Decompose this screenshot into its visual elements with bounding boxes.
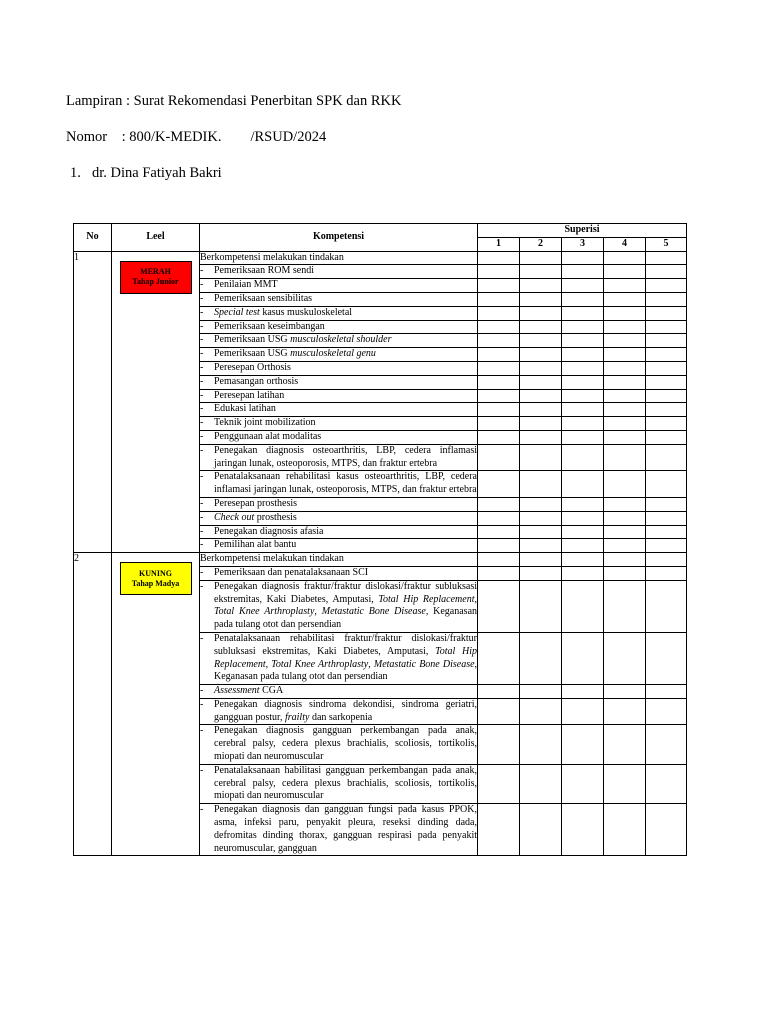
supervisi-checkbox-cell[interactable] <box>478 580 520 632</box>
competency-text: Penegakan diagnosis gangguan perkembangan pada anak, cerebral palsy, cedera plexus brachialis, scoliosis, tortikolis, miopati dan neuromuscular <box>214 725 477 763</box>
supervisi-checkbox-cell[interactable] <box>520 403 562 417</box>
supervisi-checkbox-cell[interactable] <box>562 265 604 279</box>
supervisi-checkbox-cell[interactable] <box>562 417 604 431</box>
supervisi-checkbox-cell[interactable] <box>562 430 604 444</box>
competency-item: - Assessment CGA <box>200 685 478 699</box>
competency-item: - Peresepan prosthesis <box>200 497 478 511</box>
supervisi-checkbox-cell[interactable] <box>478 525 520 539</box>
supervisi-checkbox-cell[interactable] <box>478 403 520 417</box>
supervisi-checkbox-cell[interactable] <box>604 725 646 764</box>
supervisi-checkbox-cell[interactable] <box>520 497 562 511</box>
competency-item: - Pemeriksaan ROM sendi <box>200 265 478 279</box>
supervisi-checkbox-cell[interactable] <box>646 306 687 320</box>
supervisi-checkbox-cell[interactable] <box>520 632 562 684</box>
supervisi-checkbox-cell[interactable] <box>604 764 646 803</box>
supervisi-checkbox-cell[interactable] <box>478 497 520 511</box>
supervisi-checkbox-cell[interactable] <box>478 320 520 334</box>
supervisi-checkbox-cell[interactable] <box>562 497 604 511</box>
supervisi-checkbox-cell[interactable] <box>604 361 646 375</box>
supervisi-checkbox-cell[interactable] <box>478 539 520 553</box>
supervisi-checkbox-cell[interactable] <box>562 725 604 764</box>
person-line <box>70 165 222 182</box>
supervisi-checkbox-cell[interactable] <box>646 430 687 444</box>
col-header-supervisi: Superisi <box>478 224 687 238</box>
supervisi-level-header: 5 <box>646 237 687 251</box>
supervisi-checkbox-cell[interactable] <box>478 279 520 293</box>
col-header-kompetensi: Kompetensi <box>200 224 478 252</box>
competency-text: Teknik joint mobilization <box>214 417 316 429</box>
person-name: dr. Dina Fatiyah Bakri <box>92 165 222 181</box>
level-badge-name: MERAH <box>140 267 171 277</box>
supervisi-checkbox-cell[interactable] <box>562 348 604 362</box>
supervisi-checkbox-cell[interactable] <box>478 511 520 525</box>
supervisi-checkbox-cell[interactable] <box>520 375 562 389</box>
competency-item: - Penatalaksanaan rehabilitasi fraktur/fraktur dislokasi/fraktur subluksasi ekstremitas, Kaki Diabetes, Amputasi, Total Hip Replacement, Total Knee Arthroplasty, Metastatic Bone Disease, Keganasan pada tulang otot dan persendian <box>200 632 478 684</box>
supervisi-checkbox-cell[interactable] <box>604 251 646 265</box>
supervisi-checkbox-cell[interactable] <box>478 375 520 389</box>
competency-item: - Penegakan diagnosis fraktur/fraktur dislokasi/fraktur subluksasi ekstremitas, Kaki Diabetes, Amputasi, Total Hip Replacement, Total Knee Arthroplasty, Metastatic Bone Disease, Keganasan pada tulang otot dan persendian <box>200 580 478 632</box>
supervisi-checkbox-cell[interactable] <box>520 725 562 764</box>
person-number: 1. <box>70 165 81 181</box>
supervisi-checkbox-cell[interactable] <box>520 764 562 803</box>
supervisi-checkbox-cell[interactable] <box>646 471 687 498</box>
supervisi-checkbox-cell[interactable] <box>646 417 687 431</box>
supervisi-checkbox-cell[interactable] <box>478 764 520 803</box>
supervisi-checkbox-cell[interactable] <box>604 511 646 525</box>
supervisi-checkbox-cell[interactable] <box>562 389 604 403</box>
supervisi-checkbox-cell[interactable] <box>520 444 562 471</box>
competency-text: Pemeriksaan USG musculoskeletal genu <box>214 348 376 360</box>
competency-item: - Pemeriksaan sensibilitas <box>200 292 478 306</box>
supervisi-checkbox-cell[interactable] <box>520 553 562 567</box>
supervisi-checkbox-cell[interactable] <box>646 525 687 539</box>
supervisi-checkbox-cell[interactable] <box>646 804 687 856</box>
supervisi-checkbox-cell[interactable] <box>520 698 562 725</box>
competency-text: Edukasi latihan <box>214 403 276 415</box>
supervisi-checkbox-cell[interactable] <box>646 698 687 725</box>
supervisi-checkbox-cell[interactable] <box>562 525 604 539</box>
supervisi-checkbox-cell[interactable] <box>604 539 646 553</box>
supervisi-checkbox-cell[interactable] <box>646 539 687 553</box>
supervisi-checkbox-cell[interactable] <box>604 525 646 539</box>
supervisi-checkbox-cell[interactable] <box>646 580 687 632</box>
supervisi-checkbox-cell[interactable] <box>646 764 687 803</box>
competency-text: Peresepan Orthosis <box>214 361 291 373</box>
supervisi-checkbox-cell[interactable] <box>646 444 687 471</box>
supervisi-checkbox-cell[interactable] <box>646 497 687 511</box>
supervisi-checkbox-cell[interactable] <box>604 632 646 684</box>
supervisi-checkbox-cell[interactable] <box>520 471 562 498</box>
supervisi-checkbox-cell[interactable] <box>478 553 520 567</box>
supervisi-checkbox-cell[interactable] <box>604 580 646 632</box>
level-cell <box>112 553 200 856</box>
supervisi-checkbox-cell[interactable] <box>562 334 604 348</box>
supervisi-checkbox-cell[interactable] <box>478 389 520 403</box>
supervisi-checkbox-cell[interactable] <box>646 292 687 306</box>
supervisi-checkbox-cell[interactable] <box>562 553 604 567</box>
competency-item: - Penatalaksanaan habilitasi gangguan perkembangan pada anak, cerebral palsy, cedera plexus brachialis, scoliosis, tortikolis, miopati dan neuromuscular <box>200 764 478 803</box>
competency-text: Penegakan diagnosis osteoarthritis, LBP, cedera inflamasi jaringan lunak, osteoporosis, MTPS, dan fraktur ertebra <box>214 444 477 469</box>
supervisi-checkbox-cell[interactable] <box>604 306 646 320</box>
supervisi-checkbox-cell[interactable] <box>520 306 562 320</box>
competency-item: - Penilaian MMT <box>200 279 478 293</box>
supervisi-checkbox-cell[interactable] <box>520 804 562 856</box>
competency-item: - Special test kasus muskuloskeletal <box>200 306 478 320</box>
supervisi-checkbox-cell[interactable] <box>604 497 646 511</box>
competency-item: - Pemeriksaan USG musculoskeletal shoulder <box>200 334 478 348</box>
supervisi-level-header: 3 <box>562 237 604 251</box>
supervisi-checkbox-cell[interactable] <box>646 403 687 417</box>
supervisi-checkbox-cell[interactable] <box>478 417 520 431</box>
level-badge <box>120 261 192 294</box>
supervisi-checkbox-cell[interactable] <box>646 632 687 684</box>
level-badge <box>120 562 192 595</box>
competency-item: - Check out prosthesis <box>200 511 478 525</box>
competency-text: Penegakan diagnosis afasia <box>214 525 324 537</box>
competency-text: Peresepan prosthesis <box>214 497 298 509</box>
competency-text: Pemasangan orthosis <box>214 375 299 387</box>
competency-item: - Penegakan diagnosis dan gangguan fungsi pada kasus PPOK, asma, infeksi paru, penyakit pleura, reseksi dinding dada, defromitas dinding thorax, gangguan respirasi pada penyakit neuromuscular, gangguan <box>200 804 478 856</box>
competency-item: - Penegakan diagnosis sindroma dekondisi, sindroma geriatri, gangguan postur, frailty dan sarkopenia <box>200 698 478 725</box>
supervisi-checkbox-cell[interactable] <box>562 580 604 632</box>
col-header-no: No <box>74 224 112 252</box>
supervisi-checkbox-cell[interactable] <box>562 764 604 803</box>
supervisi-checkbox-cell[interactable] <box>646 334 687 348</box>
supervisi-checkbox-cell[interactable] <box>520 265 562 279</box>
supervisi-checkbox-cell[interactable] <box>562 804 604 856</box>
supervisi-checkbox-cell[interactable] <box>562 320 604 334</box>
supervisi-checkbox-cell[interactable] <box>520 292 562 306</box>
competency-text: Pemeriksaan keseimbangan <box>214 320 325 332</box>
supervisi-checkbox-cell[interactable] <box>562 361 604 375</box>
supervisi-checkbox-cell[interactable] <box>562 403 604 417</box>
supervisi-checkbox-cell[interactable] <box>562 292 604 306</box>
col-header-level: Leel <box>112 224 200 252</box>
competency-item: - Pemeriksaan keseimbangan <box>200 320 478 334</box>
competency-text: Pemeriksaan USG musculoskeletal shoulder <box>214 334 392 346</box>
supervisi-checkbox-cell[interactable] <box>562 306 604 320</box>
supervisi-checkbox-cell[interactable] <box>604 698 646 725</box>
supervisi-checkbox-cell[interactable] <box>478 471 520 498</box>
supervisi-checkbox-cell[interactable] <box>646 265 687 279</box>
supervisi-checkbox-cell[interactable] <box>604 334 646 348</box>
supervisi-level-header: 2 <box>520 237 562 251</box>
competency-item: - Peresepan latihan <box>200 389 478 403</box>
competency-text: Special test kasus muskuloskeletal <box>214 306 353 318</box>
supervisi-checkbox-cell[interactable] <box>478 444 520 471</box>
competency-text: Pemeriksaan sensibilitas <box>214 292 313 304</box>
supervisi-checkbox-cell[interactable] <box>562 632 604 684</box>
supervisi-checkbox-cell[interactable] <box>478 265 520 279</box>
supervisi-checkbox-cell[interactable] <box>478 632 520 684</box>
supervisi-checkbox-cell[interactable] <box>646 725 687 764</box>
supervisi-checkbox-cell[interactable] <box>604 685 646 699</box>
supervisi-checkbox-cell[interactable] <box>478 361 520 375</box>
supervisi-checkbox-cell[interactable] <box>520 417 562 431</box>
competency-text: Penegakan diagnosis dan gangguan fungsi pada kasus PPOK, asma, infeksi paru, penyakit pleura, reseksi dinding dada, defromitas dinding thorax, gangguan respirasi pada penyakit neuromuscular, gangguan <box>214 804 477 854</box>
supervisi-checkbox-cell[interactable] <box>520 251 562 265</box>
nomor-value: : 800/K-MEDIK. /RSUD/2024 <box>121 129 327 145</box>
supervisi-checkbox-cell[interactable] <box>520 525 562 539</box>
competency-text: Penegakan diagnosis fraktur/fraktur dislokasi/fraktur subluksasi ekstremitas, Kaki Diabetes, Amputasi, Total Hip Replacement, Total Knee Arthroplasty, Metastatic Bone Disease, Keganasan pada tulang otot dan persendian <box>214 580 478 631</box>
supervisi-checkbox-cell[interactable] <box>478 698 520 725</box>
supervisi-checkbox-cell[interactable] <box>562 444 604 471</box>
supervisi-checkbox-cell[interactable] <box>562 566 604 580</box>
competency-text: Penatalaksanaan habilitasi gangguan perkembangan pada anak, cerebral palsy, cedera plexus brachialis, scoliosis, tortikolis, miopati dan neuromuscular <box>214 764 477 802</box>
competency-text: Pemilihan alat bantu <box>214 539 297 551</box>
competency-row <box>74 251 687 265</box>
supervisi-checkbox-cell[interactable] <box>520 685 562 699</box>
supervisi-checkbox-cell[interactable] <box>520 361 562 375</box>
supervisi-checkbox-cell[interactable] <box>604 430 646 444</box>
supervisi-checkbox-cell[interactable] <box>562 251 604 265</box>
competency-item: - Pemeriksaan USG musculoskeletal genu <box>200 348 478 362</box>
competency-item: - Pemilihan alat bantu <box>200 539 478 553</box>
supervisi-checkbox-cell[interactable] <box>520 389 562 403</box>
competency-table <box>73 223 687 856</box>
supervisi-checkbox-cell[interactable] <box>604 320 646 334</box>
competency-item: - Edukasi latihan <box>200 403 478 417</box>
supervisi-checkbox-cell[interactable] <box>478 348 520 362</box>
lampiran-heading: Lampiran : Surat Rekomendasi Penerbitan SPK dan RKK <box>66 93 402 109</box>
supervisi-checkbox-cell[interactable] <box>646 251 687 265</box>
supervisi-checkbox-cell[interactable] <box>646 279 687 293</box>
supervisi-checkbox-cell[interactable] <box>646 553 687 567</box>
nomor-label: Nomor <box>66 129 108 145</box>
competency-text: Penatalaksanaan rehabilitasi kasus osteoarthritis, LBP, cedera inflamasi jaringan lunak, osteoporosis, MTPS, dan fraktur ertebra <box>214 471 477 496</box>
competency-text: Penatalaksanaan rehabilitasi fraktur/fraktur dislokasi/fraktur subluksasi ekstremitas, Kaki Diabetes, Amputasi, Total Hip Replacement, Total Knee Arthroplasty, Metastatic Bone Disease, Keganasan pada tulang otot dan persendian <box>214 632 478 683</box>
supervisi-checkbox-cell[interactable] <box>604 348 646 362</box>
supervisi-checkbox-cell[interactable] <box>646 348 687 362</box>
supervisi-checkbox-cell[interactable] <box>478 725 520 764</box>
supervisi-checkbox-cell[interactable] <box>604 417 646 431</box>
competency-text: Pemeriksaan dan penatalaksanaan SCI <box>214 566 369 578</box>
section-number: 1 <box>74 251 112 553</box>
supervisi-checkbox-cell[interactable] <box>478 804 520 856</box>
supervisi-checkbox-cell[interactable] <box>562 471 604 498</box>
supervisi-checkbox-cell[interactable] <box>604 389 646 403</box>
supervisi-checkbox-cell[interactable] <box>520 511 562 525</box>
level-badge-stage: Tahap Junior <box>132 277 179 287</box>
supervisi-checkbox-cell[interactable] <box>646 566 687 580</box>
supervisi-checkbox-cell[interactable] <box>604 279 646 293</box>
supervisi-checkbox-cell[interactable] <box>478 251 520 265</box>
supervisi-checkbox-cell[interactable] <box>562 375 604 389</box>
competency-intro: Berkompetensi melakukan tindakan <box>200 251 478 265</box>
competency-item: - Teknik joint mobilization <box>200 417 478 431</box>
supervisi-checkbox-cell[interactable] <box>478 334 520 348</box>
competency-item: - Penggunaan alat modalitas <box>200 430 478 444</box>
supervisi-checkbox-cell[interactable] <box>562 511 604 525</box>
supervisi-checkbox-cell[interactable] <box>562 698 604 725</box>
supervisi-checkbox-cell[interactable] <box>646 320 687 334</box>
supervisi-checkbox-cell[interactable] <box>478 430 520 444</box>
level-cell <box>112 251 200 553</box>
supervisi-level-header: 4 <box>604 237 646 251</box>
competency-text: Check out prosthesis <box>214 511 297 523</box>
supervisi-checkbox-cell[interactable] <box>520 348 562 362</box>
competency-text: Penggunaan alat modalitas <box>214 430 322 442</box>
supervisi-checkbox-cell[interactable] <box>562 279 604 293</box>
competency-text: Penilaian MMT <box>214 279 278 291</box>
supervisi-checkbox-cell[interactable] <box>604 553 646 567</box>
level-badge-name: KUNING <box>139 568 172 578</box>
supervisi-checkbox-cell[interactable] <box>604 444 646 471</box>
supervisi-checkbox-cell[interactable] <box>478 566 520 580</box>
competency-row <box>74 553 687 567</box>
competency-text: Peresepan latihan <box>214 389 285 401</box>
nomor-line <box>66 129 326 146</box>
supervisi-checkbox-cell[interactable] <box>520 279 562 293</box>
supervisi-checkbox-cell[interactable] <box>520 566 562 580</box>
supervisi-checkbox-cell[interactable] <box>646 375 687 389</box>
competency-text: Pemeriksaan ROM sendi <box>214 265 314 277</box>
supervisi-checkbox-cell[interactable] <box>520 580 562 632</box>
supervisi-checkbox-cell[interactable] <box>604 566 646 580</box>
supervisi-checkbox-cell[interactable] <box>646 685 687 699</box>
competency-item: - Pemasangan orthosis <box>200 375 478 389</box>
section-number: 2 <box>74 553 112 856</box>
competency-item: - Penegakan diagnosis afasia <box>200 525 478 539</box>
supervisi-checkbox-cell[interactable] <box>562 539 604 553</box>
level-badge-stage: Tahap Madya <box>131 578 180 588</box>
supervisi-checkbox-cell[interactable] <box>604 292 646 306</box>
competency-intro: Berkompetensi melakukan tindakan <box>200 553 478 567</box>
supervisi-checkbox-cell[interactable] <box>646 361 687 375</box>
competency-text: Assessment CGA <box>214 685 284 697</box>
supervisi-checkbox-cell[interactable] <box>478 685 520 699</box>
supervisi-checkbox-cell[interactable] <box>604 265 646 279</box>
supervisi-checkbox-cell[interactable] <box>478 292 520 306</box>
competency-item: - Penegakan diagnosis osteoarthritis, LBP, cedera inflamasi jaringan lunak, osteoporosis, MTPS, dan fraktur ertebra <box>200 444 478 471</box>
competency-item: - Penatalaksanaan rehabilitasi kasus osteoarthritis, LBP, cedera inflamasi jaringan lunak, osteoporosis, MTPS, dan fraktur ertebra <box>200 471 478 498</box>
supervisi-checkbox-cell[interactable] <box>478 306 520 320</box>
supervisi-checkbox-cell[interactable] <box>520 539 562 553</box>
supervisi-checkbox-cell[interactable] <box>604 804 646 856</box>
competency-item: - Peresepan Orthosis <box>200 361 478 375</box>
supervisi-level-header: 1 <box>478 237 520 251</box>
supervisi-checkbox-cell[interactable] <box>604 375 646 389</box>
supervisi-checkbox-cell[interactable] <box>646 511 687 525</box>
supervisi-checkbox-cell[interactable] <box>604 471 646 498</box>
competency-text: Penegakan diagnosis sindroma dekondisi, sindroma geriatri, gangguan postur, frailty dan sarkopenia <box>214 698 477 723</box>
competency-item: - Penegakan diagnosis gangguan perkembangan pada anak, cerebral palsy, cedera plexus brachialis, scoliosis, tortikolis, miopati dan neuromuscular <box>200 725 478 764</box>
supervisi-checkbox-cell[interactable] <box>520 334 562 348</box>
supervisi-checkbox-cell[interactable] <box>562 685 604 699</box>
supervisi-checkbox-cell[interactable] <box>646 389 687 403</box>
supervisi-checkbox-cell[interactable] <box>520 430 562 444</box>
supervisi-checkbox-cell[interactable] <box>604 403 646 417</box>
competency-item: - Pemeriksaan dan penatalaksanaan SCI <box>200 566 478 580</box>
supervisi-checkbox-cell[interactable] <box>520 320 562 334</box>
